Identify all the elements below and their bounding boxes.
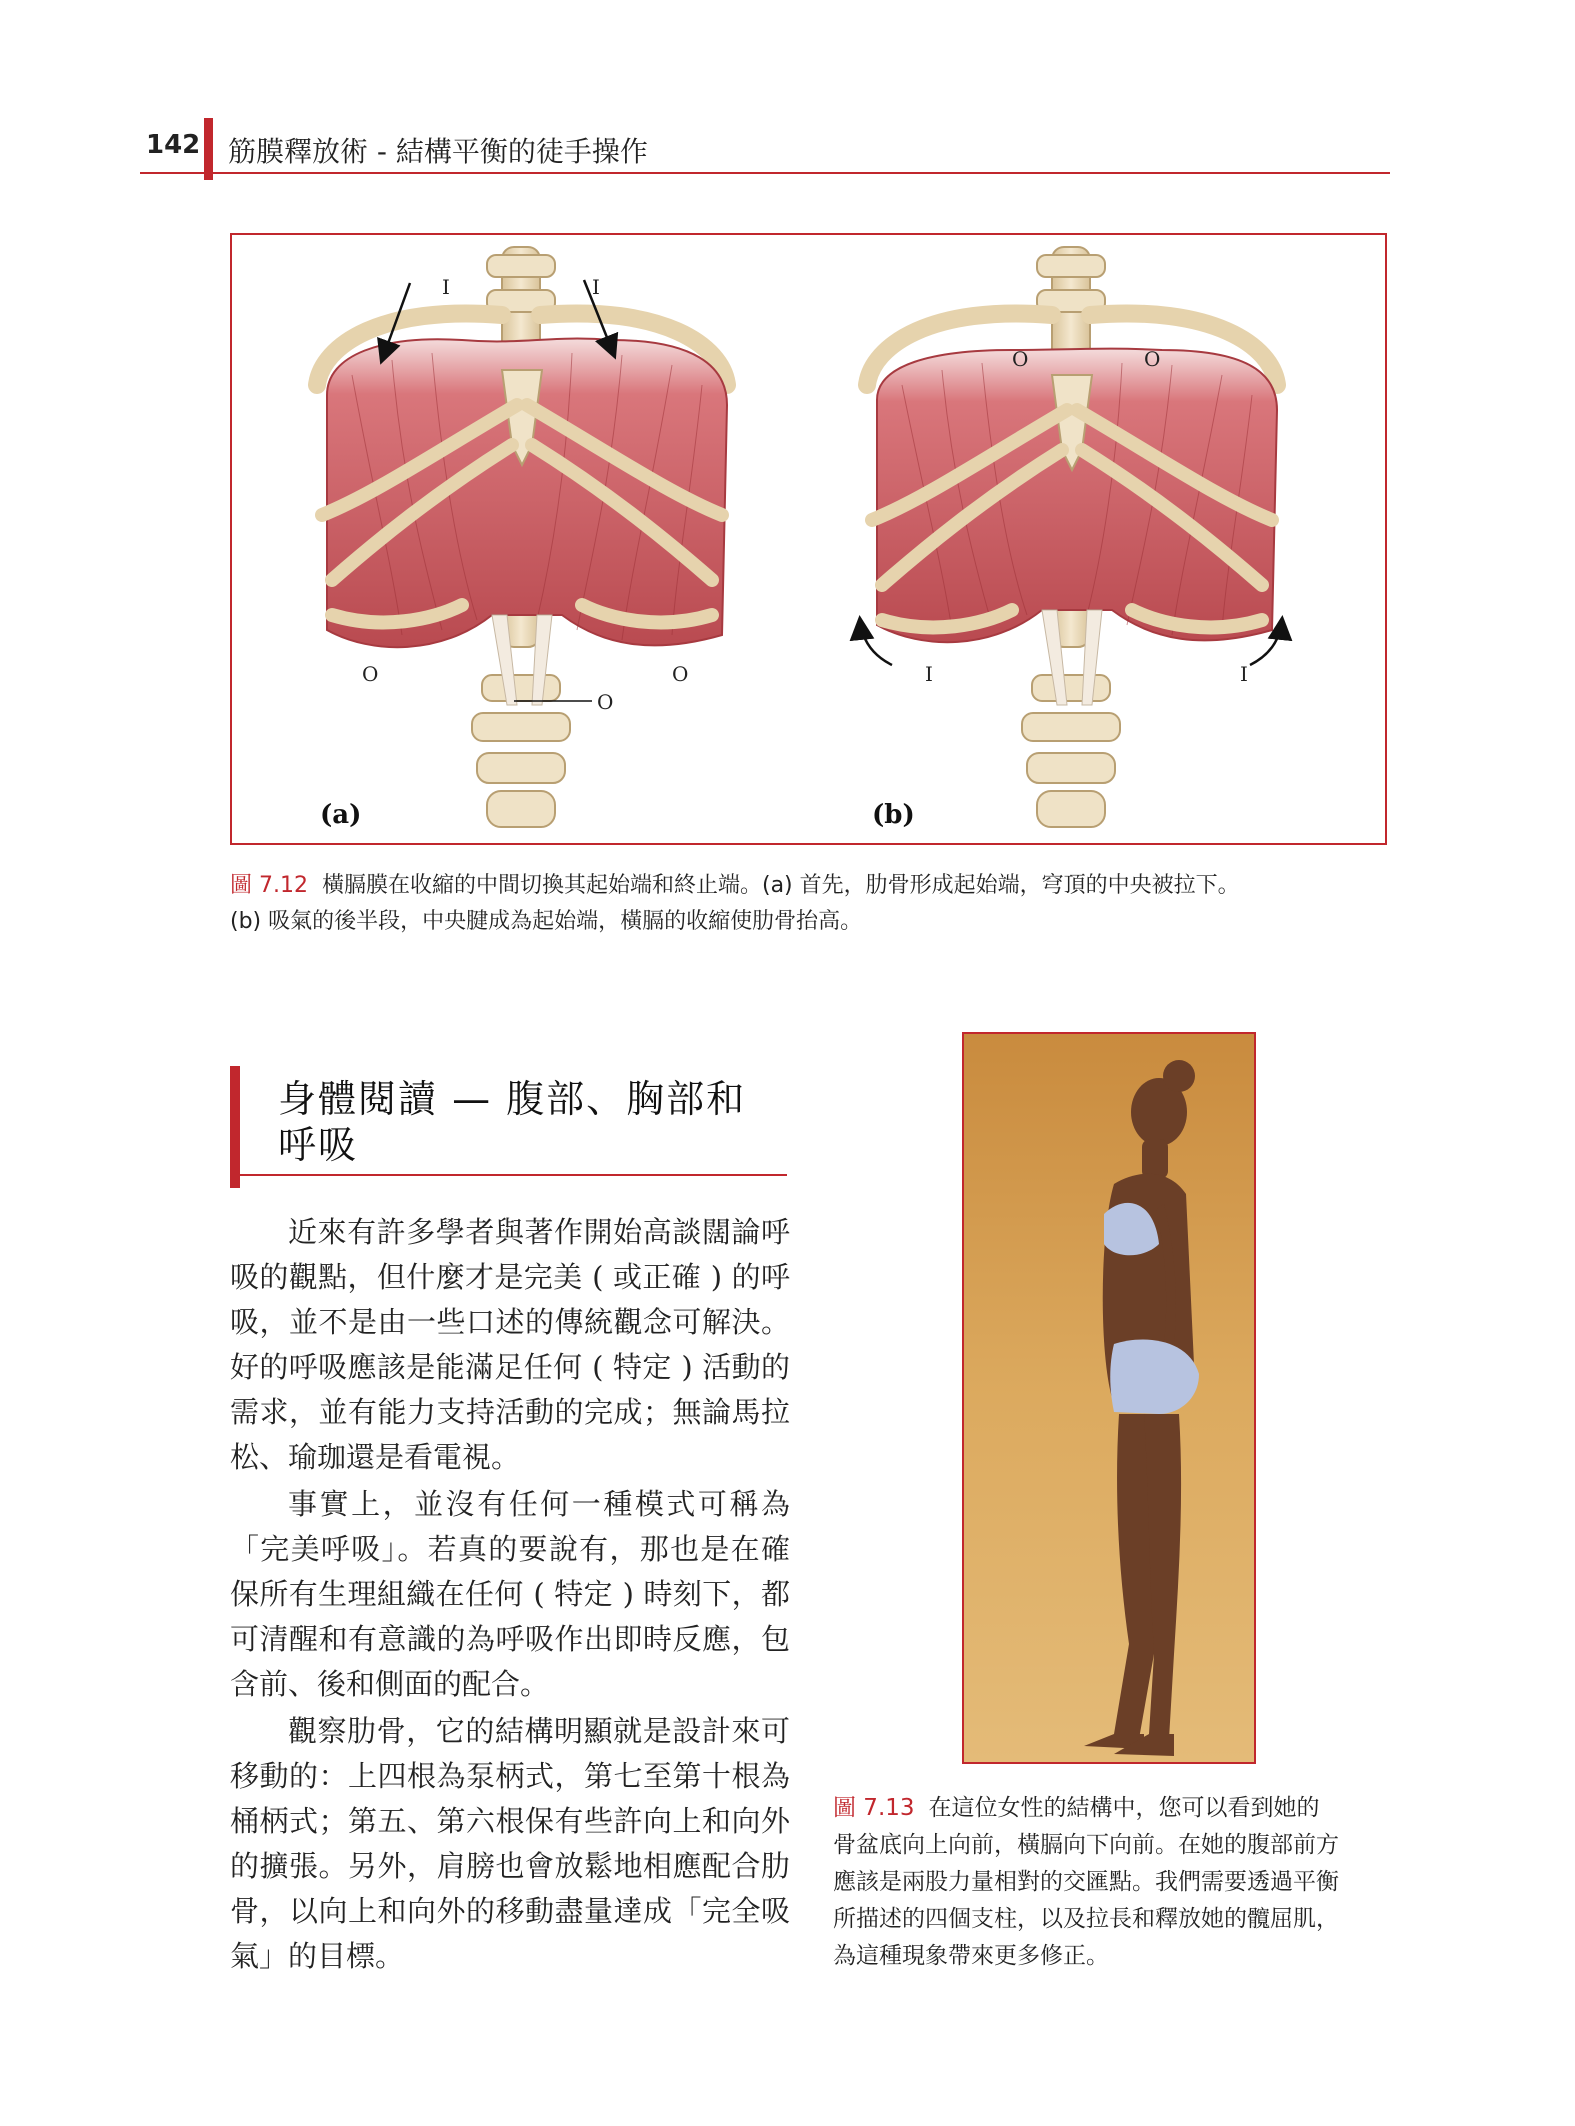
- caption-line: (b) 吸氣的後半段，中央腱成為起始端，橫膈的收縮使肋骨抬高。: [230, 909, 863, 934]
- caption-text: 橫膈膜在收縮的中間切換其起始端和終止端。(a) 首先，肋骨形成起始端，穹頂的中央被拉下。: [321, 873, 1240, 898]
- figure-number: 圖 7.12: [230, 873, 308, 898]
- section-title: 身體閱讀 — 腹部、胸部和呼吸: [278, 1077, 747, 1167]
- page-number: 142: [146, 130, 201, 160]
- insertion-mark: I: [442, 275, 450, 299]
- insertion-mark: I: [1240, 662, 1248, 686]
- section-heading: [230, 1066, 787, 1191]
- paragraph: 近來有許多學者與著作開始高談闊論呼吸的觀點，但什麼才是完美 ( 或正確 ) 的呼吸，並不是由一些口述的傳統觀念可解決。好的呼吸應該是能滿足任何 ( 特定 ) 活動的需求，並有能力支持活動的完成；無論馬拉松、瑜珈還是看電視。: [230, 1215, 790, 1474]
- figure-7-13-photo: [962, 1032, 1256, 1764]
- insertion-mark: I: [925, 662, 933, 686]
- panel-a-diaphragm: [317, 247, 727, 827]
- standing-woman-silhouette: [964, 1034, 1254, 1762]
- panel-b-diaphragm: [860, 247, 1282, 827]
- figure-7-13-caption: [833, 1790, 1393, 1975]
- caption-line: [230, 868, 1390, 904]
- panel-b-label: (b): [872, 800, 915, 830]
- paragraph: 事實上，並沒有任何一種模式可稱為「完美呼吸」。若真的要說有，那也是在確保所有生理組織在任何 ( 特定 ) 時刻下，都可清醒和有意識的為呼吸作出即時反應，包含前、後和側面的配合。: [230, 1487, 790, 1701]
- caption-text: 在這位女性的結構中，您可以看到她的: [928, 1795, 1320, 1821]
- body-text: [230, 1210, 790, 1981]
- paragraph: 觀察肋骨，它的結構明顯就是設計來可移動的：上四根為泵柄式，第七至第十根為桶柄式；第五、第六根保有些許向上和向外的擴張。另外，肩膀也會放鬆地相應配合肋骨，以向上和向外的移動盡量達成「完全吸氣」的目標。: [230, 1714, 790, 1973]
- header-rule: [140, 172, 1390, 174]
- header-accent-bar: [204, 118, 213, 180]
- origin-mark: O: [597, 690, 614, 714]
- page-header: [140, 118, 1390, 178]
- caption-line: 應該是兩股力量相對的交匯點。我們需要透過平衡: [833, 1869, 1339, 1895]
- caption-line: 所描述的四個支柱，以及拉長和釋放她的髖屈肌，: [833, 1906, 1339, 1932]
- diaphragm-illustration: [232, 235, 1385, 843]
- section-rule: [230, 1174, 787, 1176]
- section-accent-bar: [230, 1066, 240, 1188]
- panel-a-label: (a): [320, 800, 362, 830]
- figure-number: 圖 7.13: [833, 1795, 915, 1821]
- origin-mark: O: [362, 662, 379, 686]
- caption-line: 為這種現象帶來更多修正。: [833, 1943, 1109, 1969]
- figure-7-12: [230, 233, 1387, 845]
- book-title: 筋膜釋放術 - 結構平衡的徒手操作: [228, 135, 648, 168]
- figure-7-12-caption: [230, 868, 1390, 940]
- caption-line: [833, 1790, 1393, 1827]
- origin-mark: O: [1012, 347, 1029, 371]
- insertion-mark: I: [592, 275, 600, 299]
- origin-mark: O: [672, 662, 689, 686]
- caption-line: 骨盆底向上向前，橫膈向下向前。在她的腹部前方: [833, 1832, 1339, 1858]
- origin-mark: O: [1144, 347, 1161, 371]
